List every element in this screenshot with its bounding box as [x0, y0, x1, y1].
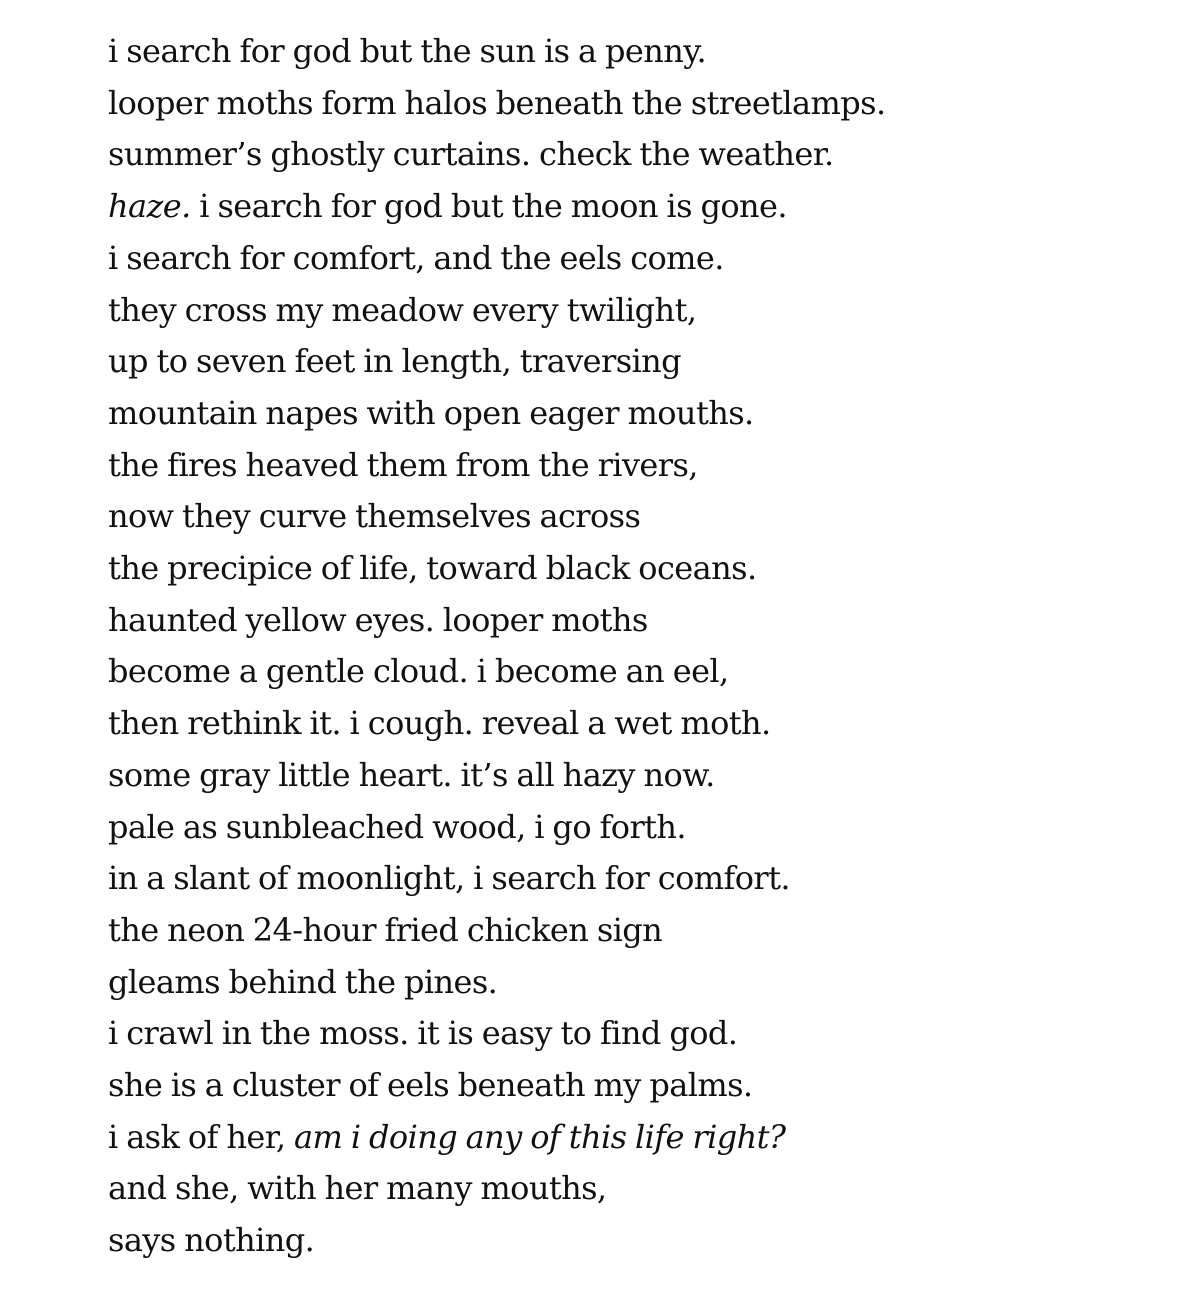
poem-line: haunted yellow eyes. looper moths [108, 600, 648, 639]
italic-phrase: am i doing any of this life right? [294, 1117, 786, 1156]
poem-line: they cross my meadow every twilight, [108, 290, 697, 329]
italic-phrase: haze. [108, 187, 191, 226]
poem-line: in a slant of moonlight, i search for comfort. [108, 859, 790, 898]
poem-line: the precipice of life, toward black oceans. [108, 549, 757, 588]
poem-line: gleams behind the pines. [108, 962, 498, 1001]
poem-line: become a gentle cloud. i become an eel, [108, 652, 729, 691]
poem-line: up to seven feet in length, traversing [108, 342, 682, 381]
poem-line: pale as sunbleached wood, i go forth. [108, 807, 687, 846]
poem-line: mountain napes with open eager mouths. [108, 393, 754, 432]
poem-line: some gray little heart. it’s all hazy now. [108, 755, 715, 794]
poem-text [108, 26, 886, 1267]
poem-line: the neon 24-hour fried chicken sign [108, 910, 663, 949]
poem-line: now they curve themselves across [108, 497, 641, 536]
poem-line [108, 1112, 886, 1164]
poem-line: she is a cluster of eels beneath my palms. [108, 1066, 753, 1105]
poem-line: looper moths form halos beneath the streetlamps. [108, 83, 886, 122]
poem-line: summer’s ghostly curtains. check the weather. [108, 135, 834, 174]
poem-line: says nothing. [108, 1221, 315, 1260]
poem-line: i search for god but the sun is a penny. [108, 32, 707, 70]
poem-line: the fires heaved them from the rivers, [108, 445, 698, 484]
poem-line [108, 181, 886, 233]
poem-line: and she, with her many mouths, [108, 1169, 607, 1208]
poem-line-text: i ask of her, [108, 1117, 295, 1156]
poem-line-text: i search for god but the moon is gone. [190, 187, 787, 226]
poem-line: then rethink it. i cough. reveal a wet moth. [108, 704, 771, 743]
poem-line: i crawl in the moss. it is easy to find god. [108, 1014, 738, 1053]
poem-line: i search for comfort, and the eels come. [108, 238, 724, 277]
